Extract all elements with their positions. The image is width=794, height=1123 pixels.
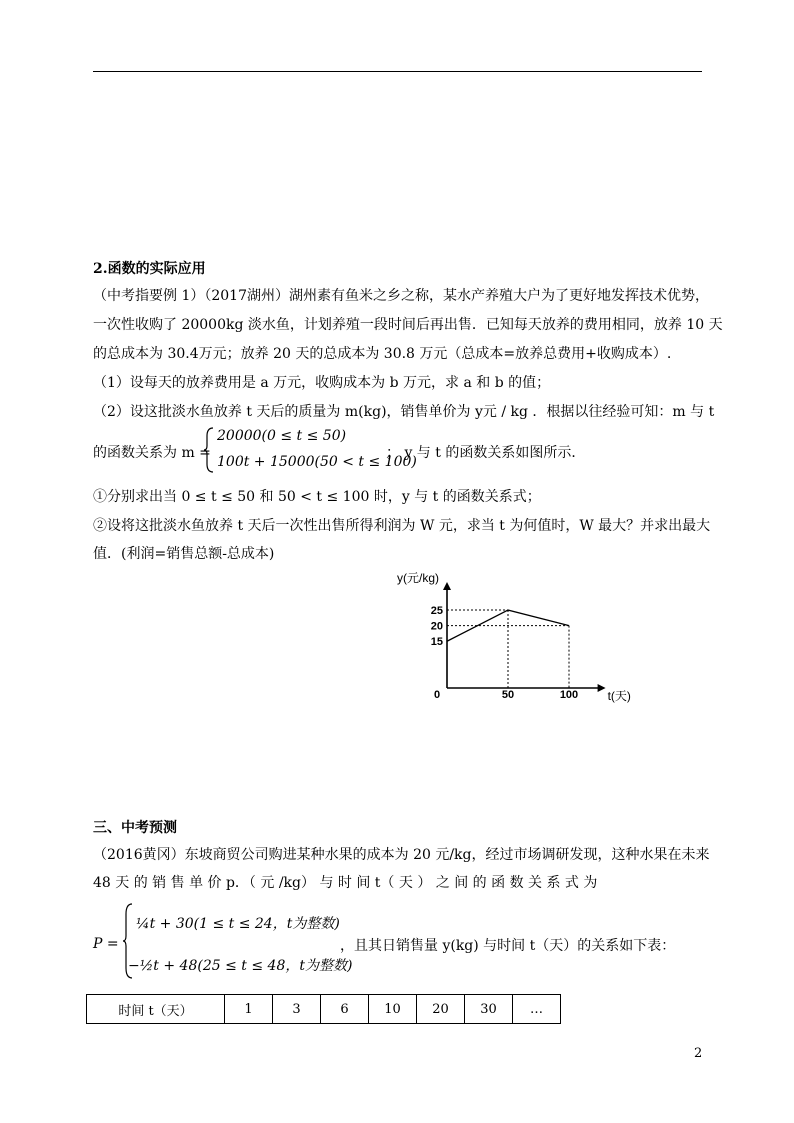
table-cell: 1: [225, 995, 273, 1024]
m-piecewise-brace: [203, 426, 215, 478]
m-function-prefix: 的函数关系为 m =: [93, 445, 211, 461]
page-number: 2: [694, 1046, 703, 1061]
m-function-suffix: ； y 与 t 的函数关系如图所示．: [386, 445, 586, 461]
p-case-1: ¼t + 30(1 ≤ t ≤ 24，t为整数): [136, 916, 340, 932]
y-tick-label: 15: [430, 636, 443, 649]
p-function-prefix: P =: [93, 936, 119, 952]
y-axis-label: y(元/kg): [397, 571, 440, 585]
problem-paragraph-line2: 一次性收购了 20000kg 淡水鱼，计划养殖一段时间后再出售．已知每天放养的费用相同，放养 10 天: [93, 317, 723, 333]
brace-icon: [203, 426, 215, 474]
question-2c: 值．(利润=销售总额-总成本): [93, 546, 275, 562]
x-tick-label: 50: [501, 689, 515, 701]
problem-paragraph-line1: （中考指要例 1）（2017湖州）湖州素有鱼米之乡之称，某水产养殖大户为了更好地发挥技术优势，: [93, 288, 709, 304]
header-rule: [93, 71, 702, 72]
table-row: [87, 995, 561, 1024]
question-2: （2）设这批淡水鱼放养 t 天后的质量为 m(kg)，销售单价为 y元 / kg ．根据以往经验可知：m 与 t: [93, 404, 715, 420]
table-cell: 3: [273, 995, 321, 1024]
x-tick-label: 100: [559, 689, 579, 701]
section-heading-applications: 2.函数的实际应用: [93, 261, 206, 277]
forecast-paragraph-line2: 48 天 的 销 售 单 价 p．（ 元 /kg） 与 时 间 t（ 天 ） 之 间 的 函 数 关 系 式 为: [93, 875, 598, 891]
sales-table: [86, 994, 561, 1024]
y-tick-label: 25: [430, 605, 443, 618]
y-axis-arrow-icon: [443, 582, 451, 590]
price-time-chart: [395, 570, 665, 720]
table-cell: …: [513, 995, 561, 1024]
table-cell: 20: [417, 995, 465, 1024]
question-2b: ②设将这批淡水鱼放养 t 天后一次性出售所得利润为 W 元，求当 t 为何值时，W 最大？并求出最大: [93, 518, 711, 534]
question-1: （1）设每天的放养费用是 a 万元，收购成本为 b 万元，求 a 和 b 的值；: [93, 375, 551, 391]
problem-paragraph-line3: 的总成本为 30.4万元；放养 20 天的总成本为 30.8 万元（总成本=放养总费用+收购成本）.: [93, 346, 672, 362]
table-header-cell: 时间 t（天）: [87, 995, 225, 1024]
x-axis-label: t(天): [607, 689, 631, 703]
x-tick-label: 0: [433, 689, 441, 701]
m-case-1: 20000(0 ≤ t ≤ 50): [217, 428, 347, 444]
m-case-2: 100t + 15000(50 < t ≤ 100): [217, 454, 417, 470]
table-cell: 10: [369, 995, 417, 1024]
table-cell: 30: [465, 995, 513, 1024]
section-heading-forecast: 三、中考预测: [93, 820, 177, 836]
x-axis-arrow-icon: [598, 684, 606, 692]
p-function-suffix: ，且其日销售量 y(kg) 与时间 t（天）的关系如下表：: [340, 938, 676, 954]
p-case-2: −½t + 48(25 ≤ t ≤ 48，t为整数): [128, 958, 353, 974]
forecast-paragraph-line1: （2016黄冈）东坡商贸公司购进某种水果的成本为 20 元/kg，经过市场调研发现，这种水果在未来: [93, 847, 710, 863]
y-tick-label: 20: [430, 620, 443, 633]
question-2a: ①分别求出当 0 ≤ t ≤ 50 和 50 < t ≤ 100 时，y 与 t 的函数关系式；: [93, 489, 541, 505]
table-cell: 6: [321, 995, 369, 1024]
